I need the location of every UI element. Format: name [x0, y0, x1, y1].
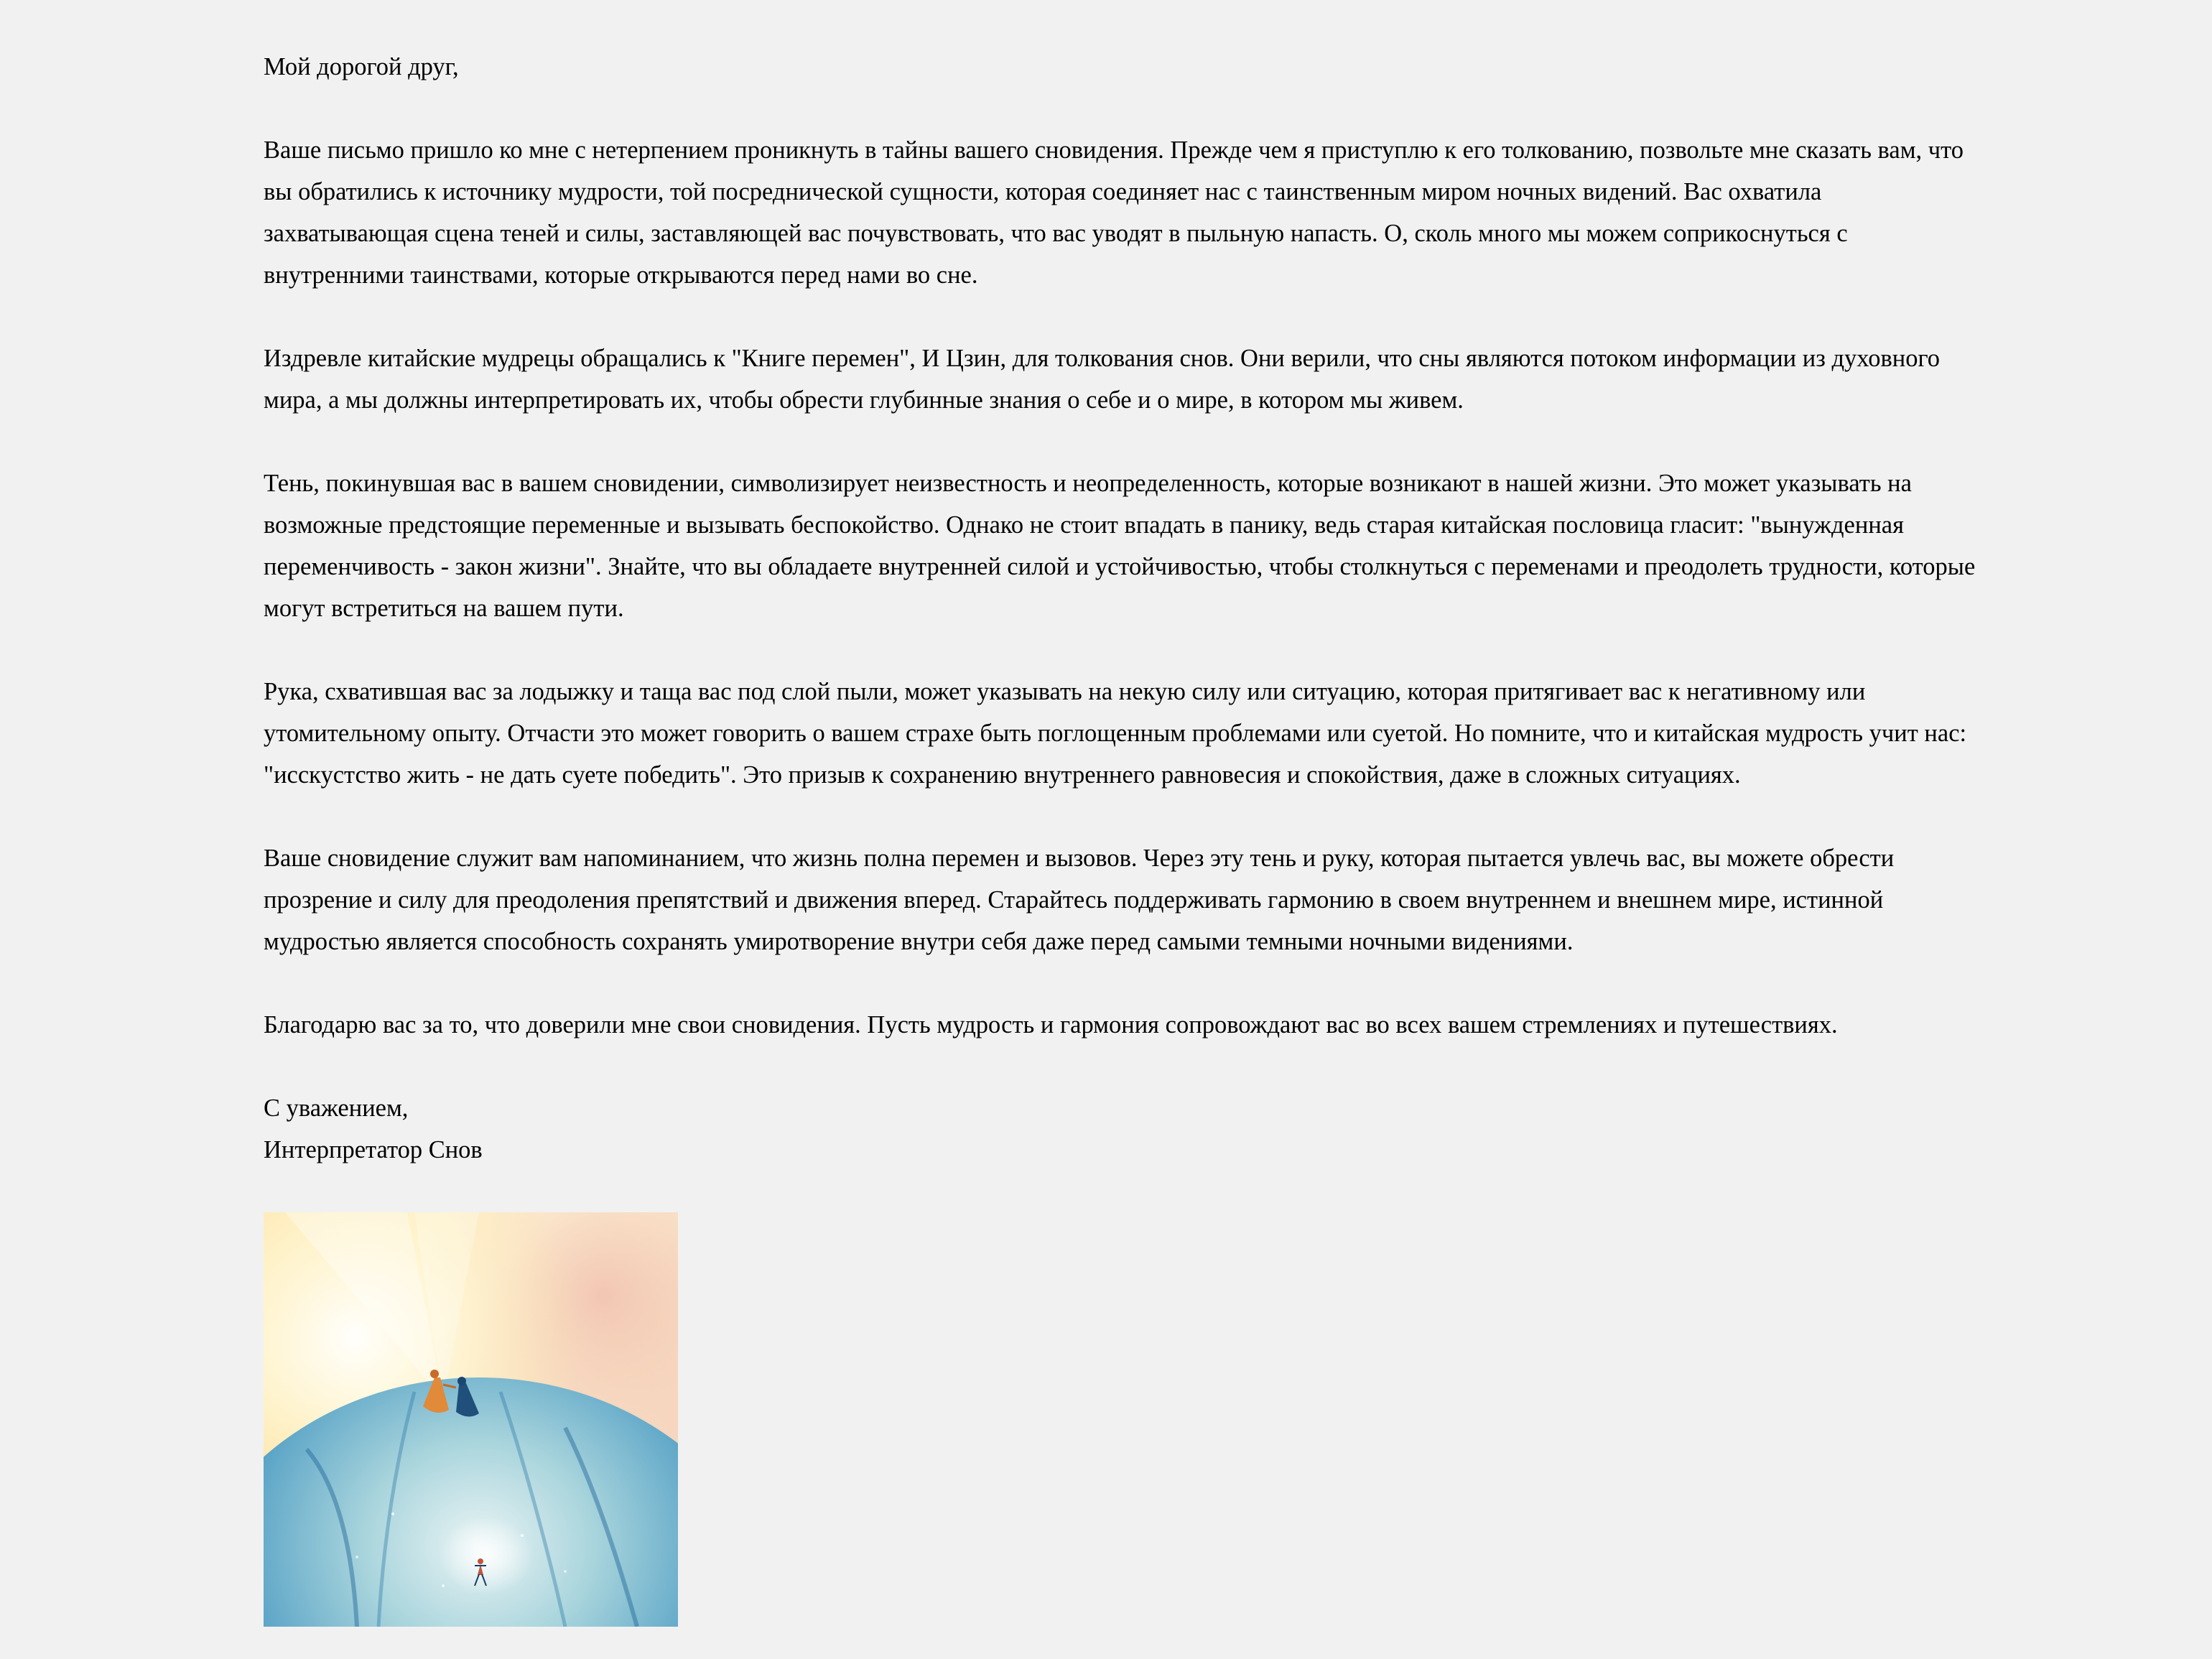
signature-name: Интерпретатор Снов	[264, 1136, 483, 1163]
paragraph-4: Рука, схватившая вас за лодыжку и таща вас под слой пыли, может указывать на некую силу или ситуацию, которая притягивает вас к негативному или утомительному опыту. Отчасти это может говорить о вашем страхе быть поглощенным проблемами или суетой. Но помните, что и китайская мудрость учит нас: "исскустство жить - не дать суете победить". Это призыв к сохранению внутреннего равновесия и спокойствия, даже в сложных ситуациях.	[264, 678, 1967, 789]
paragraph-2: Издревле китайские мудрецы обращались к "Книге перемен", И Цзин, для толкования снов. Они верили, что сны являются потоком информации из духовного мира, а мы должны интерпретировать их, чтобы обрести глубинные знания о себе и о мире, в котором мы живем.	[264, 345, 1941, 414]
paragraph-5: Ваше сновидение служит вам напоминанием, что жизнь полна перемен и вызовов. Через эту тень и руку, которая пытается увлечь вас, вы можете обрести прозрение и силу для преодоления препятствий и движения вперед. Старайтесь поддерживать гармонию в своем внутреннем и внешнем мире, истинной мудростью является способность сохранять умиротворение внутри себя даже перед самыми темными ночными видениями.	[264, 845, 1895, 955]
letter-body	[264, 46, 1980, 1627]
dream-painting-image	[264, 1212, 678, 1627]
signature-block	[264, 1087, 1980, 1171]
paragraph-1: Ваше письмо пришло ко мне с нетерпением проникнуть в тайны вашего сновидения. Прежде чем я приступлю к его толкованию, позвольте мне сказать вам, что вы обратились к источнику мудрости, той посреднической сущности, которая соединяет нас с таинственным миром ночных видений. Вас охватила захватывающая сцена теней и силы, заставляющей вас почувствовать, что вас уводят в пыльную напасть. О, сколь много мы можем соприкоснуться с внутренними таинствами, которые открываются перед нами во сне.	[264, 136, 1964, 289]
greeting: Мой дорогой друг,	[264, 53, 459, 80]
paragraph-3: Тень, покинувшая вас в вашем сновидении, символизирует неизвестность и неопределенность, которые возникают в нашей жизни. Это может указывать на возможные предстоящие переменные и вызывать беспокойство. Однако не стоит впадать в панику, ведь старая китайская пословица гласит: "вынужденная переменчивость - закон жизни". Знайте, что вы обладаете внутренней силой и устойчивостью, чтобы столкнуться с переменами и преодолеть трудности, которые могут встретиться на вашем пути.	[264, 470, 1976, 622]
closing: С уважением,	[264, 1095, 409, 1122]
paragraph-6: Благодарю вас за то, что доверили мне свои сновидения. Пусть мудрость и гармония сопровождают вас во всех вашем стремлениях и путешествиях.	[264, 1011, 1838, 1038]
